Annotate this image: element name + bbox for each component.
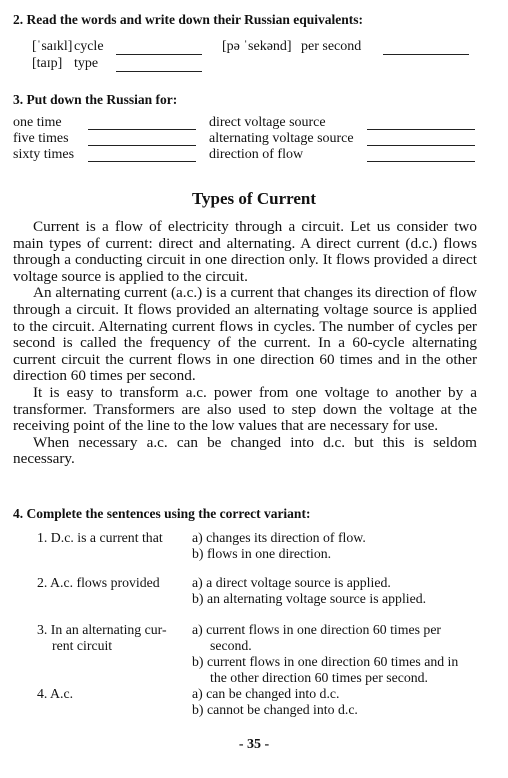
ex2-transcription-cycle: [ˈsaɪkl]: [32, 39, 73, 54]
paragraph: Current is a flow of electricity through a circuit. Let us consider two main types of current: direct and alternating. A direct current (d.c.) flows through a conducting circuit in one direction only. It flows provided a direct voltage source is applied to the circuit.: [13, 218, 477, 285]
exercise-3-heading: 3. Put down the Russian for:: [13, 92, 178, 107]
paragraph: An alternating current (a.c.) is a current that changes its direction of flow through a circuit. It flows provided an alternating voltage source is applied to the circuit. Alternating current flows in cycles. The number of cycles per second is called the frequency of the current. In a 60-cycle alternating current circuit the current flows in one direction 60 times and in the other direction 60 times per second.: [13, 284, 477, 385]
ex4-option-b[interactable]: b) an alternating voltage source is applied.: [192, 591, 427, 606]
ex2-word-cycle: cycle: [74, 39, 104, 54]
ex2-transcription-per-second: [pə ˈsekənd]: [222, 39, 292, 54]
ex4-item-stem: 1. D.c. is a current that: [37, 530, 163, 545]
ex4-item-stem: 2. A.c. flows provided: [37, 575, 160, 590]
ex2-answer-line-type[interactable]: [116, 71, 202, 72]
ex4-option-a[interactable]: a) can be changed into d.c.: [192, 686, 340, 701]
ex3-right-item: direct voltage source: [209, 115, 326, 130]
ex4-option-b[interactable]: b) flows in one direction.: [192, 546, 332, 561]
ex3-right-item: alternating voltage source: [209, 131, 354, 146]
paragraph: When necessary a.c. can be changed into d.c. but this is seldom necessary.: [13, 433, 477, 468]
ex4-option-a[interactable]: second.: [210, 638, 252, 653]
ex4-option-b[interactable]: the other direction 60 times per second.: [210, 670, 429, 685]
reading-text: [13, 219, 477, 468]
ex2-answer-line-cycle[interactable]: [116, 54, 202, 55]
ex4-option-b[interactable]: b) current flows in one direction 60 times and in: [192, 654, 459, 669]
ex4-option-b[interactable]: b) cannot be changed into d.c.: [192, 702, 358, 717]
ex3-left-item: sixty times: [13, 147, 75, 162]
ex2-transcription-type: [taɪp]: [32, 56, 63, 71]
text-title: Types of Current: [191, 189, 317, 208]
ex2-word-per-second: per second: [301, 39, 362, 54]
ex4-option-a[interactable]: a) current flows in one direction 60 times per: [192, 622, 442, 637]
ex2-answer-line-per-second[interactable]: [383, 54, 469, 55]
ex2-word-type: type: [74, 56, 99, 71]
ex3-answer-line[interactable]: [367, 145, 475, 146]
ex3-answer-line[interactable]: [367, 129, 475, 130]
ex4-option-a[interactable]: a) a direct voltage source is applied.: [192, 575, 391, 590]
page-number: - 35 -: [238, 737, 270, 752]
paragraph: It is easy to transform a.c. power from one voltage to another by a transformer. Transformers are also used to step down the voltage at the receiving point of the line to the low values that are necessary for use.: [13, 383, 477, 435]
ex3-left-item: one time: [13, 115, 62, 130]
ex3-left-item: five times: [13, 131, 69, 146]
ex4-item-stem: rent circuit: [52, 638, 113, 653]
ex4-option-a[interactable]: a) changes its direction of flow.: [192, 530, 366, 545]
ex3-right-item: direction of flow: [209, 147, 304, 162]
exercise-4-heading: 4. Complete the sentences using the correct variant:: [13, 506, 311, 521]
ex3-answer-line[interactable]: [88, 129, 196, 130]
ex3-answer-line[interactable]: [88, 161, 196, 162]
ex4-item-stem: 3. In an alternating cur-: [37, 622, 167, 637]
ex4-item-stem: 4. A.c.: [37, 686, 74, 701]
ex3-answer-line[interactable]: [367, 161, 475, 162]
ex3-answer-line[interactable]: [88, 145, 196, 146]
exercise-2-heading: 2. Read the words and write down their Russian equivalents:: [13, 12, 364, 27]
